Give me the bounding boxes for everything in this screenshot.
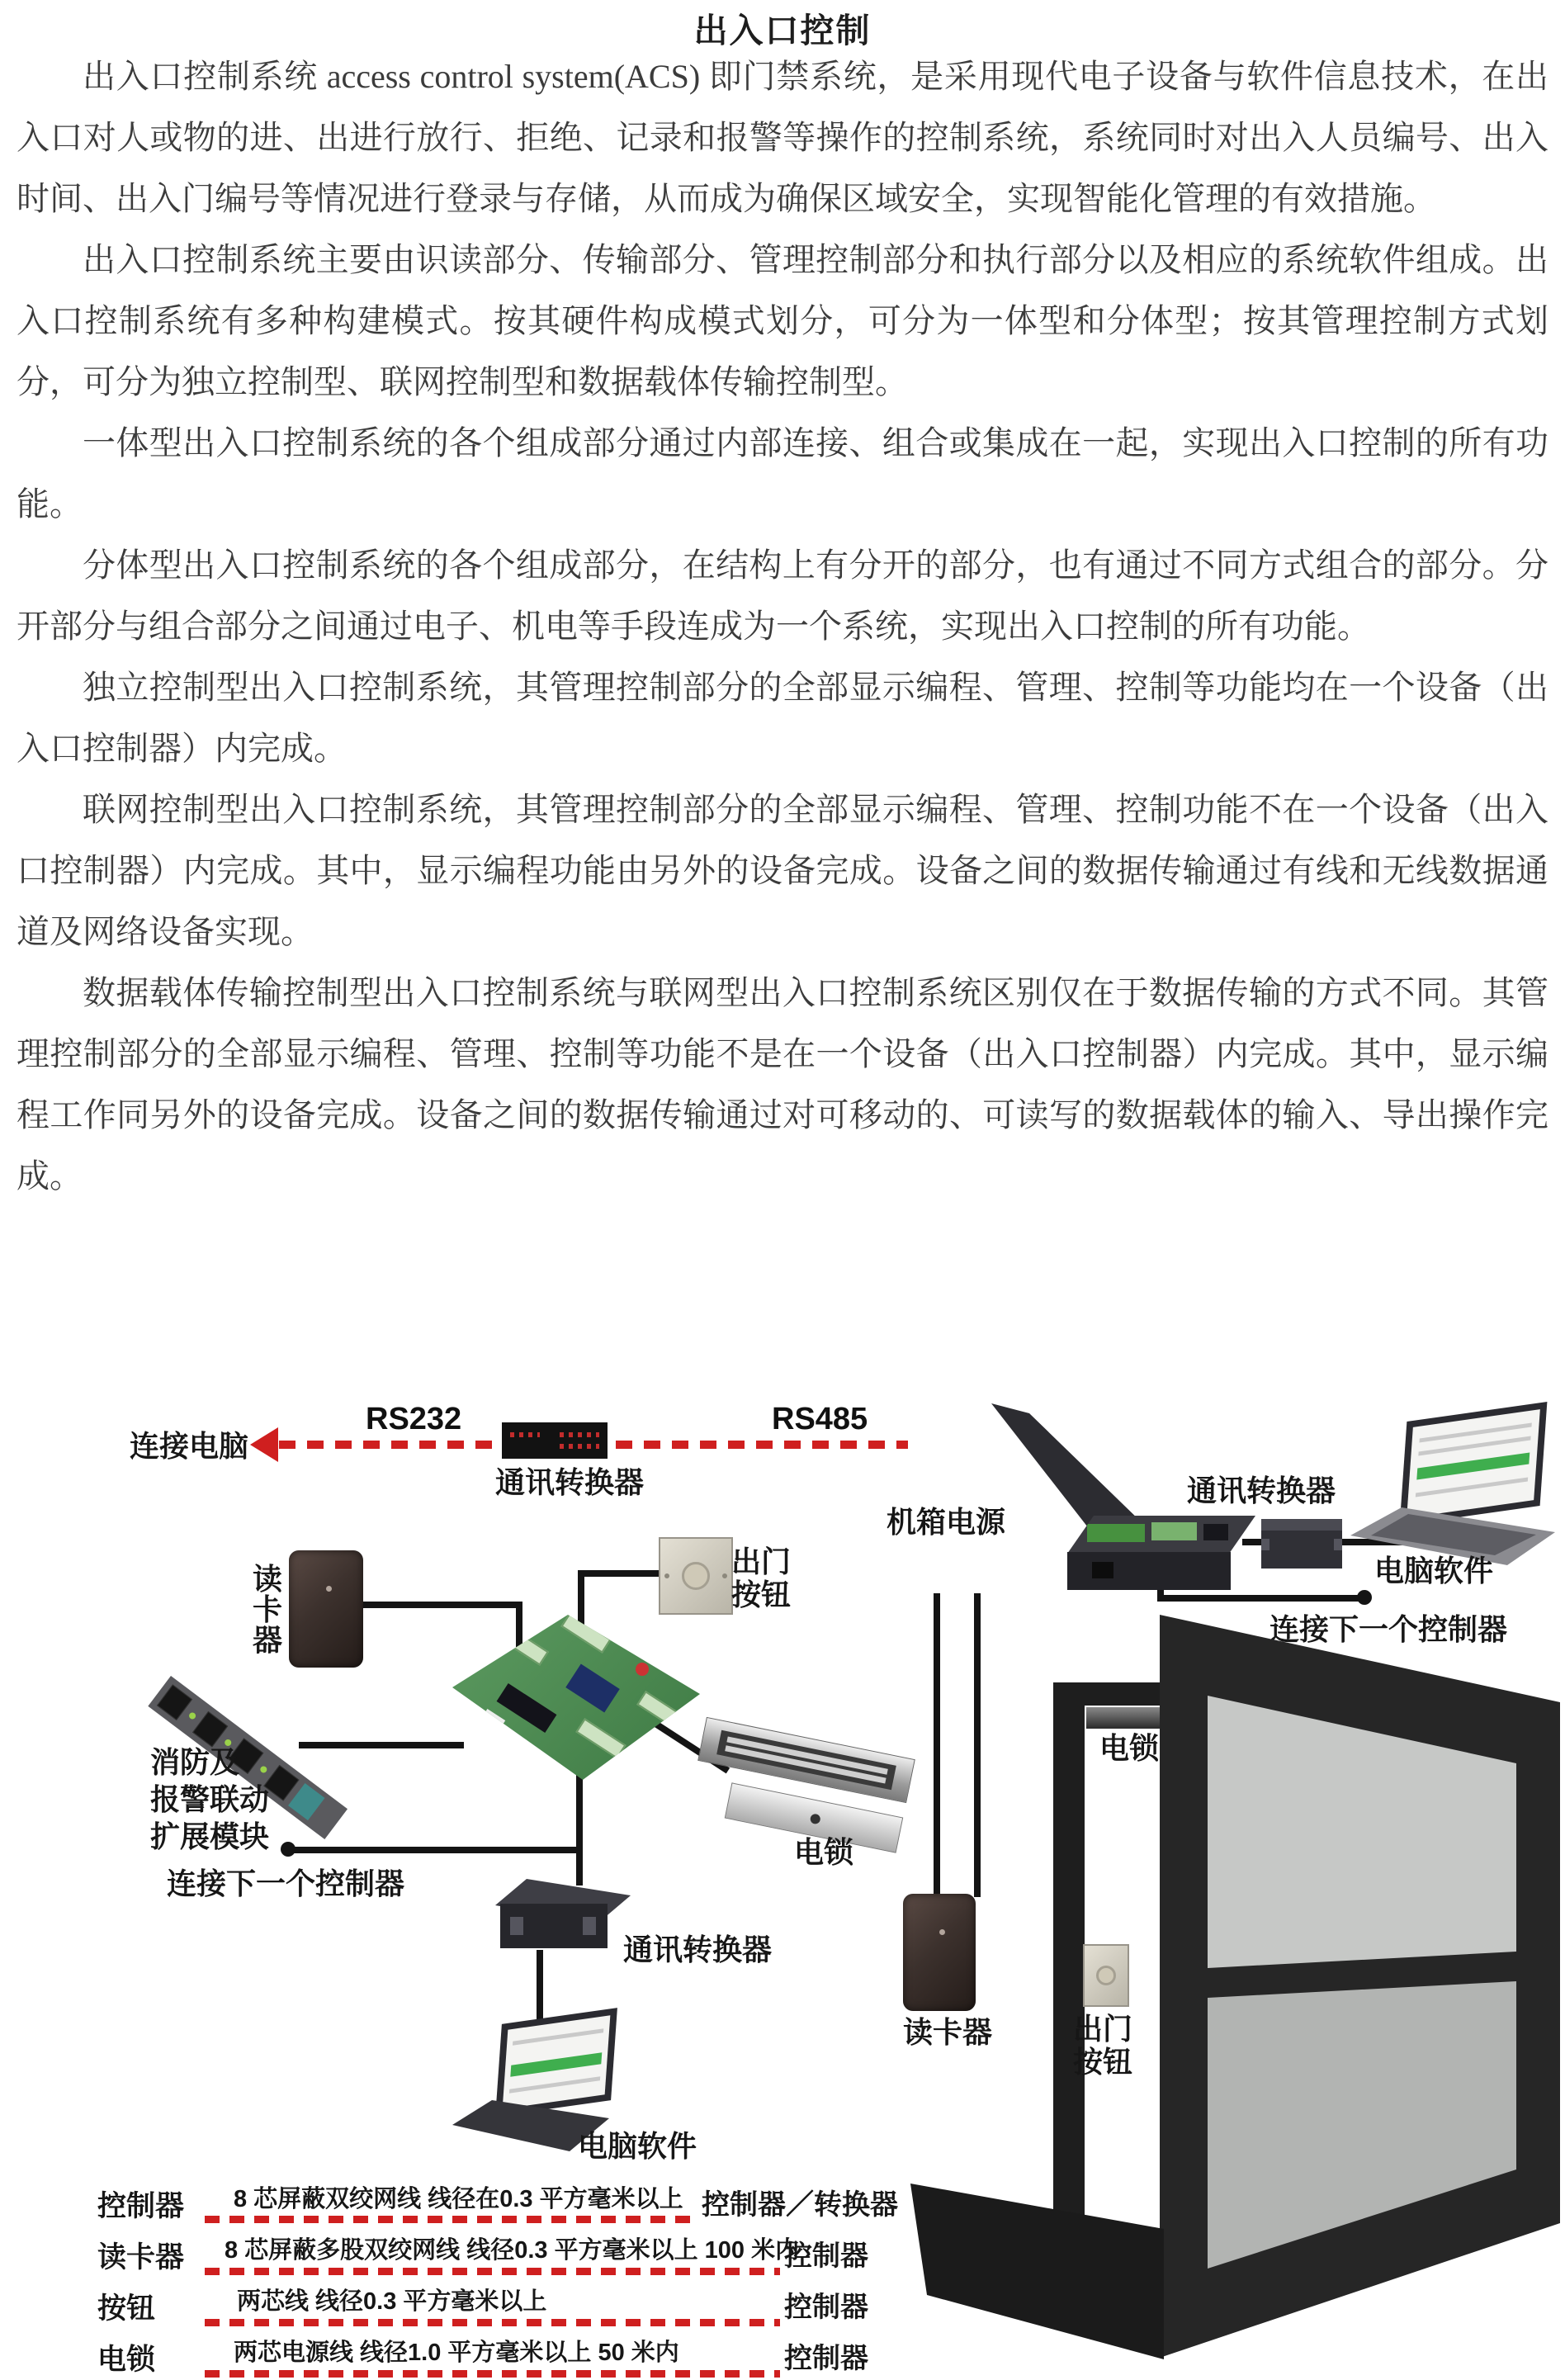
converter-top-face xyxy=(1261,1519,1342,1531)
comm-converter-mid-label: 通讯转换器 xyxy=(623,1933,773,1966)
connect-next-controller-right-label: 连接下一个控制器 xyxy=(1269,1612,1508,1646)
paragraph-7: 数据载体传输控制型出入口控制系统与联网型出入口控制系统区别仅在于数据传输的方式不同。其管理控制部分的全部显示编程、管理、控制等功能不是在一个设备（出入口控制器）内完成。其中，显示编程工作同另外的设备完成。设备之间的数据传输通过对可移动的、可读写的数据载体的输入、导出操作完成。 xyxy=(17,974,1548,1195)
chassis-component xyxy=(1203,1524,1228,1540)
terminal-block xyxy=(636,1691,677,1725)
door-leaf xyxy=(1160,1612,1560,2362)
laptop-screen xyxy=(1400,1402,1548,1526)
comm-converter-mid-device xyxy=(500,1904,608,1948)
laptop-display xyxy=(1407,1409,1540,1518)
legend-row4-left: 电锁 xyxy=(97,2344,156,2376)
body-text xyxy=(17,46,1548,1207)
legend-row1-left: 控制器 xyxy=(97,2190,185,2222)
paragraph-1: 出入口控制系统 access control system(ACS) 即门禁系统，是采用现代电子设备与软件信息技术，在出入口对人或物的进、出进行放行、拒绝、记录和报警等操作的控制系统，系统同时对出入人员编号、出入时间、出入门编号等情况进行登录与存储，从而成为确保区域安全，实现智能化管理的有效措施。 xyxy=(17,58,1548,217)
reader-led xyxy=(326,1586,332,1592)
fire-module-label xyxy=(150,1744,269,1855)
chip xyxy=(565,1663,619,1712)
door-frame-left xyxy=(1053,1682,1085,2275)
door-leaf-shadow xyxy=(910,2179,1164,2363)
relay-end-block xyxy=(288,1783,324,1820)
card-reader-mid-device xyxy=(903,1894,976,2011)
paragraph-3: 一体型出入口控制系统的各个组成部分通过内部连接、组合或集成在一起，实现出入口控制的所有功能。 xyxy=(17,424,1548,523)
rs232-label: RS232 xyxy=(366,1402,462,1436)
comm-converter-top-label: 通讯转换器 xyxy=(495,1465,645,1499)
wire-next-controller-right xyxy=(1157,1595,1365,1602)
button-circle xyxy=(1096,1966,1116,1985)
screen-line xyxy=(509,2076,599,2093)
card-reader-mid-label: 读卡器 xyxy=(903,2015,993,2049)
legend-row2-right: 控制器 xyxy=(784,2240,868,2272)
wire-reader-to-controller xyxy=(361,1602,522,1608)
screen-progress-bar xyxy=(511,2052,602,2076)
relay-white xyxy=(470,1709,506,1747)
legend-row2-left: 读卡器 xyxy=(97,2241,185,2274)
connector-nub xyxy=(583,1917,596,1935)
legend-row4-dash xyxy=(205,2370,780,2378)
wire-next-controller-left xyxy=(291,1847,581,1853)
terminal-block xyxy=(575,1718,626,1758)
connector-nub xyxy=(510,1917,523,1935)
connector-nub xyxy=(1261,1539,1269,1550)
laptop-top-right xyxy=(1350,1412,1565,1570)
comm-converter-right-device xyxy=(1261,1519,1342,1569)
chip xyxy=(497,1683,557,1733)
terminal-block xyxy=(560,1612,611,1653)
electric-lock-door-label: 电锁 xyxy=(1099,1731,1160,1765)
chassis-pcb xyxy=(1151,1522,1197,1540)
reader-led xyxy=(939,1929,945,1935)
chassis-pcb xyxy=(1087,1524,1145,1542)
legend-row3-dash xyxy=(205,2319,780,2326)
arrow-left-icon xyxy=(250,1427,278,1462)
laptop-screen xyxy=(495,2008,617,2117)
led-row xyxy=(510,1432,540,1437)
legend-row3-right: 控制器 xyxy=(784,2292,868,2323)
fire-module-line2: 报警联动 xyxy=(150,1782,270,1816)
legend-row4-right: 控制器 xyxy=(784,2343,868,2374)
card-reader-top-device xyxy=(289,1550,363,1668)
exit-button-door-label: 出门按钮 xyxy=(1073,2012,1133,2079)
capacitor xyxy=(633,1660,651,1678)
legend-row4-wire: 两芯电源线 线径1.0 平方毫米以上 50 米内 xyxy=(234,2340,679,2366)
comm-converter-top-device xyxy=(502,1422,608,1459)
legend-row2-wire: 8 芯屏蔽多股双绞网线 线径0.3 平方毫米以上 100 米内 xyxy=(225,2237,800,2264)
button-circle xyxy=(682,1562,710,1590)
wire-button-to-controller xyxy=(578,1570,660,1577)
legend-row3-wire: 两芯线 线径0.3 平方毫米以上 xyxy=(237,2288,547,2315)
paragraph-5: 独立控制型出入口控制系统，其管理控制部分的全部显示编程、管理、控制等功能均在一个设备（出入口控制器）内完成。 xyxy=(17,669,1548,767)
wire-button-drop xyxy=(578,1570,584,1628)
armature-pin xyxy=(809,1813,820,1824)
pc-software-right-label: 电脑软件 xyxy=(1374,1554,1494,1587)
relay-led xyxy=(187,1711,196,1720)
screw-dot xyxy=(664,1573,669,1578)
chassis-front xyxy=(1067,1552,1231,1590)
legend-row1-dash xyxy=(205,2216,693,2223)
screw-dot xyxy=(722,1573,727,1578)
legend-row1-right: 控制器／转换器 xyxy=(702,2189,898,2221)
screen-line xyxy=(513,2029,603,2046)
relay xyxy=(192,1711,228,1748)
paragraph-2: 出入口控制系统主要由识读部分、传输部分、管理控制部分和执行部分以及相应的系统软件组成。出入口控制系统有多种构建模式。按其硬件构成模式划分，可分为一体型和分体型；按其管理控制方式划分，可分为独立控制型、联网控制型和数据载体传输控制型。 xyxy=(17,241,1548,400)
legend-row2-dash xyxy=(205,2268,780,2275)
chassis-port xyxy=(1092,1562,1113,1578)
led-row xyxy=(560,1432,599,1437)
chassis-top xyxy=(1067,1516,1255,1554)
junction-dot-right xyxy=(1357,1590,1372,1605)
controller-board xyxy=(452,1615,700,1780)
exit-button-top-device xyxy=(659,1537,733,1615)
rs485-label: RS485 xyxy=(772,1402,868,1436)
door-exit-button-device xyxy=(1083,1944,1129,2007)
laptop-display xyxy=(503,2015,611,2108)
page-title: 出入口控制 xyxy=(693,12,872,50)
led-row xyxy=(560,1444,599,1449)
chassis-power-label: 机箱电源 xyxy=(887,1505,1006,1539)
fire-module-line3: 扩展模块 xyxy=(150,1819,270,1853)
wire-chassis-drop-b xyxy=(974,1593,981,1897)
connect-next-controller-left-label: 连接下一个控制器 xyxy=(167,1867,405,1900)
comm-converter-right-label: 通讯转换器 xyxy=(1187,1474,1336,1507)
terminal-block xyxy=(501,1626,549,1665)
wire-controller-to-converter xyxy=(576,1768,583,1886)
connect-pc-label: 连接电脑 xyxy=(130,1429,249,1463)
pc-software-bottom-label: 电脑软件 xyxy=(578,2129,697,2163)
relay xyxy=(157,1684,192,1720)
legend-row3-left: 按钮 xyxy=(97,2292,156,2325)
connector-nub xyxy=(1334,1539,1342,1550)
legend-row1-wire: 8 芯屏蔽双绞网线 线径在0.3 平方毫米以上 xyxy=(234,2186,683,2212)
screen-line xyxy=(1416,1478,1528,1498)
exit-button-top-label: 出门按钮 xyxy=(731,1545,792,1611)
paragraph-4: 分体型出入口控制系统的各个组成部分，在结构上有分开的部分，也有通过不同方式组合的部分。分开部分与组合部分之间通过电子、机电等手段连成为一个系统，实现出入口控制的所有功能。 xyxy=(17,547,1548,645)
lock-slot xyxy=(717,1730,896,1789)
screen-progress-bar xyxy=(1417,1452,1530,1479)
card-reader-left-label: 读卡器 xyxy=(253,1562,283,1657)
wiring-diagram xyxy=(0,1395,1565,2380)
wire-chassis-drop-a xyxy=(934,1593,940,1897)
electric-lock-mid-label: 电锁 xyxy=(794,1835,854,1869)
fire-module-line1: 消防及 xyxy=(150,1745,240,1779)
paragraph-6: 联网控制型出入口控制系统，其管理控制部分的全部显示编程、管理、控制功能不在一个设备（出入口控制器）内完成。其中，显示编程功能由另外的设备完成。设备之间的数据传输通过有线和无线数据通道及网络设备实现。 xyxy=(17,791,1548,950)
